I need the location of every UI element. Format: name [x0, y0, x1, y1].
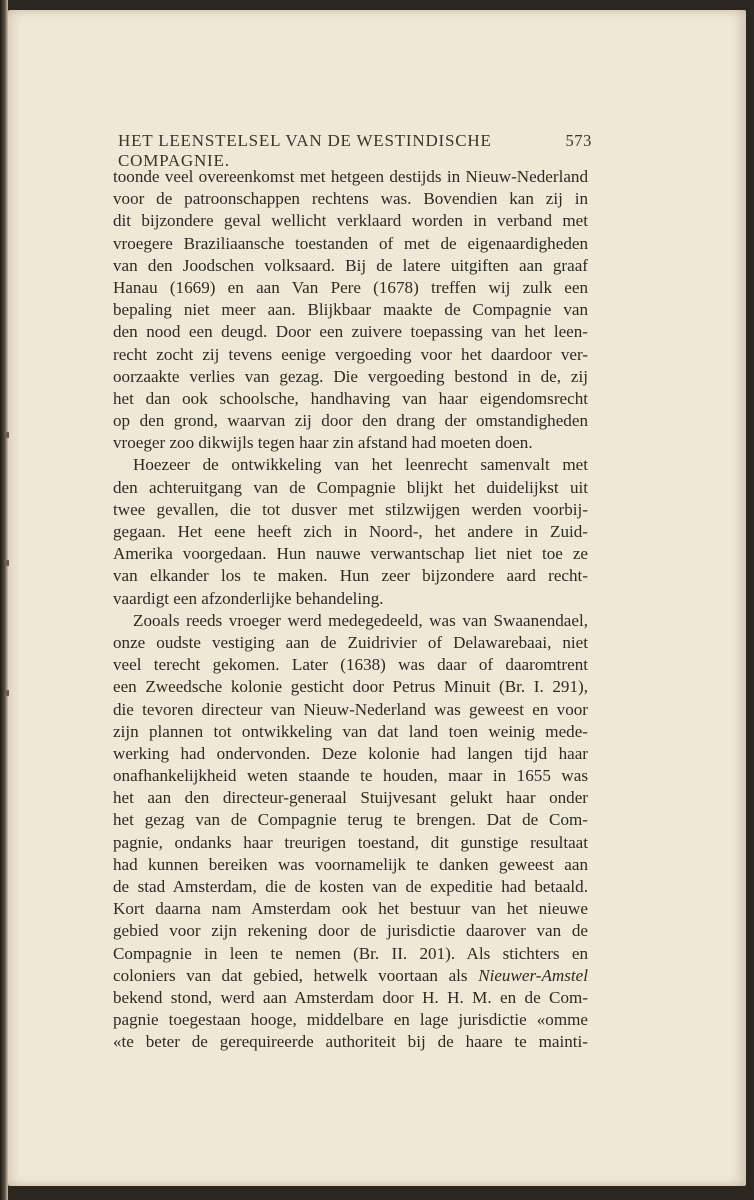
text-line: pagnie, ondanks haar treurigen toestand, dit gunstige resultaat [113, 832, 588, 852]
text-line: het dan ook schoolsche, handhaving van haar eigendomsrecht [113, 388, 588, 408]
text-line: een Zweedsche kolonie gesticht door Petrus Minuit (Br. I. 291), [113, 677, 588, 697]
text-line: gegaan. Het eene heeft zich in Noord-, het andere in Zuid- [113, 522, 588, 541]
text-line: vaardigt een afzonderlijke behandeling. [113, 588, 384, 608]
text-line: Compagnie in leen te nemen (Br. II. 201). Als stichters en [113, 943, 588, 963]
text-line: zijn plannen tot ontwikkeling van dat land toen weinig mede- [113, 721, 588, 741]
text-line: Amerika voorgedaan. Hun nauwe verwantschap liet niet toe ze [113, 544, 588, 564]
page-edge-mark [6, 560, 9, 566]
text-line: het aan den directeur-generaal Stuijvesant gelukt haar onder [113, 788, 588, 808]
text-line: onze oudste vestiging aan de Zuidrivier of Delawarebaai, niet [113, 632, 588, 652]
body-text [113, 166, 588, 1054]
text-line: de stad Amsterdam, die de kosten van de expeditie had betaald. [113, 877, 588, 896]
text-line: voor de patroonschappen rechtens was. Bovendien kan zij in [113, 189, 588, 209]
text-line: recht zocht zij tevens eenige vergoeding voor het daardoor ver- [113, 344, 588, 364]
text-line: Zooals reeds vroeger werd medegedeeld, was van Swaanendael, [133, 610, 588, 630]
text-line: Kort daarna nam Amsterdam ook het bestuur van het nieuwe [113, 899, 588, 919]
text-line [113, 965, 588, 987]
text-line: onafhankelijkheid weten staande te houden, maar in 1655 was [113, 766, 588, 786]
book-spine-shadow [0, 0, 8, 1200]
text-line: dit bijzondere geval wellicht verklaard worden in verband met [113, 211, 588, 231]
running-header [118, 131, 592, 170]
text-line: vroeger zoo dikwijls tegen haar zin afstand had moeten doen. [113, 433, 533, 453]
text-line: die tevoren directeur van Nieuw-Nederland was geweest en voor [113, 699, 588, 719]
text-line: den nood een deugd. Door een zuivere toepassing van het leen- [113, 322, 588, 342]
text-line: van elkander los te maken. Hun zeer bijzondere aard recht- [113, 566, 588, 586]
italic-place-name: Nieuwer-Amstel [478, 965, 588, 985]
text-line: had kunnen bereiken was voornamelijk te danken geweest aan [113, 854, 588, 874]
text-line: gebied voor zijn rekening door de jurisdictie daarover van de [113, 921, 588, 941]
text-line: vroegere Braziliaansche toestanden of met de eigenaardigheden [113, 233, 588, 253]
text-line: bekend stond, werd aan Amsterdam door H. H. M. en de Com- [113, 987, 588, 1007]
running-header-title: HET LEENSTELSEL VAN DE WESTINDISCHE COMPAGNIE. [118, 131, 492, 170]
text-line: Hanau (1669) en aan Van Pere (1678) treffen wij zulk een [113, 277, 588, 297]
text-line: twee gevallen, die tot dusver met stilzwijgen werden voorbij- [113, 499, 588, 519]
text-line: toonde veel overeenkomst met hetgeen destijds in Nieuw-Nederland [113, 167, 588, 186]
text-line: bepaling niet meer aan. Blijkbaar maakte de Compagnie van [113, 300, 588, 320]
text-line-segment: coloniers van dat gebied, hetwelk voortaan als [113, 965, 468, 985]
page-edge-mark [6, 690, 9, 696]
text-line: «te beter de gerequireerde authoriteit bij de haare te mainti- [113, 1032, 588, 1052]
text-line: het gezag van de Compagnie terug te brengen. Dat de Com- [113, 810, 588, 830]
text-line: werking had ondervonden. Deze kolonie had langen tijd haar [113, 743, 588, 763]
text-line: op den grond, waarvan zij door den drang der omstandigheden [113, 411, 588, 431]
text-line: den achteruitgang van de Compagnie blijkt het duidelijkst uit [113, 477, 588, 497]
page-edge-mark [6, 432, 9, 438]
text-line: van den Joodschen volksaard. Bij de latere uitgiften aan graaf [113, 255, 588, 275]
page-number: 573 [565, 131, 592, 150]
text-line: veel terecht gekomen. Later (1638) was daar of daaromtrent [113, 655, 588, 675]
text-line: pagnie toegestaan hooge, middelbare en lage jurisdictie «omme [113, 1010, 588, 1030]
text-line: oorzaakte verlies van gezag. Die vergoeding bestond in de, zij [113, 366, 588, 386]
text-line: Hoezeer de ontwikkeling van het leenrecht samenvalt met [133, 455, 588, 475]
